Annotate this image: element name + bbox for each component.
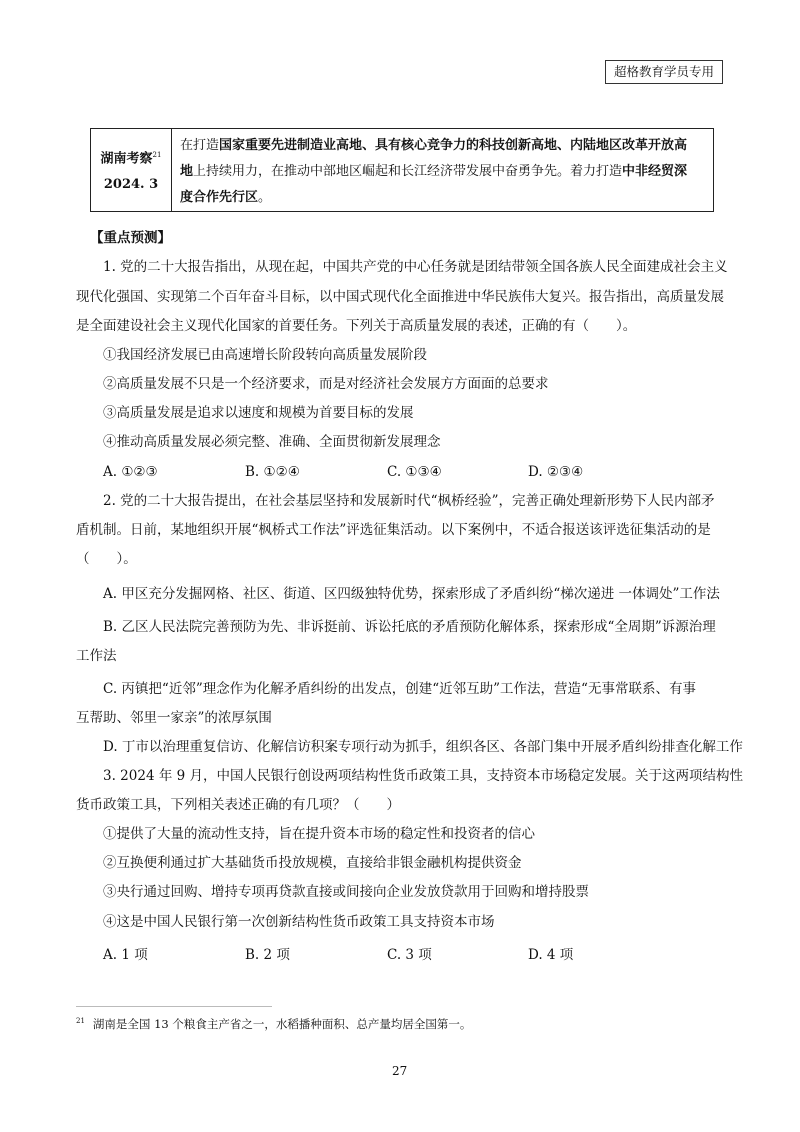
- info-box-title: 湖南考察: [100, 151, 153, 167]
- info-box: [90, 128, 714, 212]
- q2-stem-line: 盾机制。日前，某地组织开展“枫桥式工作法”评选征集活动。以下案例中，不适合报送该评选征集活动的是: [76, 522, 711, 538]
- footnote-text: 湖南是全国 13 个粮食主产省之一，水稻播种面积、总产量均居全国第一。: [92, 1017, 472, 1031]
- q2-option-d[interactable]: D. 丁市以治理重复信访、化解信访积案专项行动为抓手，组织各区、各部门集中开展矛盾纠纷排查化解工作: [103, 739, 743, 755]
- q1-stem-line: 1. 党的二十大报告指出，从现在起，中国共产党的中心任务就是团结带领全国各族人民全面建成社会主义: [103, 259, 728, 275]
- q3-option-b[interactable]: B. 2 项: [245, 947, 290, 963]
- q3-stem-line: 3. 2024 年 9 月，中国人民银行创设两项结构性货币政策工具，支持资本市场稳定发展。关于这两项结构性: [103, 768, 743, 784]
- footnote-mark: 21: [76, 1017, 85, 1026]
- q3-option-d[interactable]: D. 4 项: [528, 947, 574, 963]
- info-box-title-row: [101, 142, 162, 172]
- footnote-ref[interactable]: 21: [152, 150, 162, 159]
- info-box-date: 2024. 3: [103, 177, 159, 193]
- q1-option-c[interactable]: C. ①③④: [387, 464, 442, 480]
- q2-stem-line: 2. 党的二十大报告提出，在社会基层坚持和发展新时代“枫桥经验”，完善正确处理新形势下人民内部矛: [103, 493, 715, 509]
- section-heading: 【重点预测】: [90, 230, 171, 246]
- q2-option-c-cont: 互帮助、邻里一家亲”的浓厚氛围: [76, 710, 272, 726]
- q3-option-c[interactable]: C. 3 项: [387, 947, 432, 963]
- q3-stem-line: 货币政策工具，下列相关表述正确的有几项？（ ）: [76, 797, 400, 813]
- q1-stem-line: 现代化强国、实现第二个百年奋斗目标，以中国式现代化全面推进中华民族伟大复兴。报告指出，高质量发展: [76, 289, 724, 305]
- q2-option-b-cont: 工作法: [76, 648, 117, 664]
- info-box-line: 在打造国家重要先进制造业高地、具有核心竞争力的科技创新高地、内陆地区改革开放高: [180, 138, 688, 153]
- footnote: [76, 1016, 471, 1032]
- q1-stem-line: 是全面建设社会主义现代化国家的首要任务。下列关于高质量发展的表述，正确的有（ ）。: [76, 318, 637, 334]
- q2-option-c[interactable]: C. 丙镇把“近邻”理念作为化解矛盾纠纷的出发点，创建“近邻互助”工作法，营造“无事常联系、有事: [103, 681, 696, 697]
- q3-option-a[interactable]: A. 1 项: [103, 947, 148, 963]
- header-stamp: 超格教育学员专用: [605, 60, 723, 84]
- info-box-line: 地上持续用力，在推动中部地区崛起和长江经济带发展中奋勇争先。着力打造中非经贸深: [180, 164, 688, 179]
- q1-statement: ④推动高质量发展必须完整、准确、全面贯彻新发展理念: [103, 434, 441, 450]
- q3-statement: ②互换便利通过扩大基础货币投放规模，直接给非银金融机构提供资金: [103, 855, 522, 871]
- q3-statement: ③央行通过回购、增持专项再贷款直接或间接向企业发放贷款用于回购和增持股票: [103, 884, 589, 900]
- q2-option-a[interactable]: A. 甲区充分发掘网格、社区、街道、区四级独特优势，探索形成了矛盾纠纷“梯次递进 一体调处”工作法: [103, 586, 720, 602]
- q1-option-d[interactable]: D. ②③④: [528, 464, 584, 480]
- footnote-divider: [76, 1006, 272, 1007]
- page-number: 27: [392, 1064, 408, 1078]
- q3-statement: ①提供了大量的流动性支持，旨在提升资本市场的稳定性和投资者的信心: [103, 826, 535, 842]
- q1-statement: ③高质量发展是追求以速度和规模为首要目标的发展: [103, 405, 414, 421]
- q3-statement: ④这是中国人民银行第一次创新结构性货币政策工具支持资本市场: [103, 914, 495, 930]
- q1-statement: ②高质量发展不只是一个经济要求，而是对经济社会发展方方面面的总要求: [103, 376, 549, 392]
- q1-option-a[interactable]: A. ①②③: [103, 464, 158, 480]
- q2-option-b[interactable]: B. 乙区人民法院完善预防为先、非诉挺前、诉讼托底的矛盾预防化解体系，探索形成“全周期”诉源治理: [103, 619, 716, 635]
- q1-statement: ①我国经济发展已由高速增长阶段转向高质量发展阶段: [103, 347, 427, 363]
- info-box-content: [172, 129, 713, 211]
- info-box-label: [91, 129, 172, 211]
- q2-stem-line: （ ）。: [76, 551, 137, 567]
- q1-option-b[interactable]: B. ①②④: [245, 464, 300, 480]
- info-box-line: 度合作先行区。: [180, 190, 272, 205]
